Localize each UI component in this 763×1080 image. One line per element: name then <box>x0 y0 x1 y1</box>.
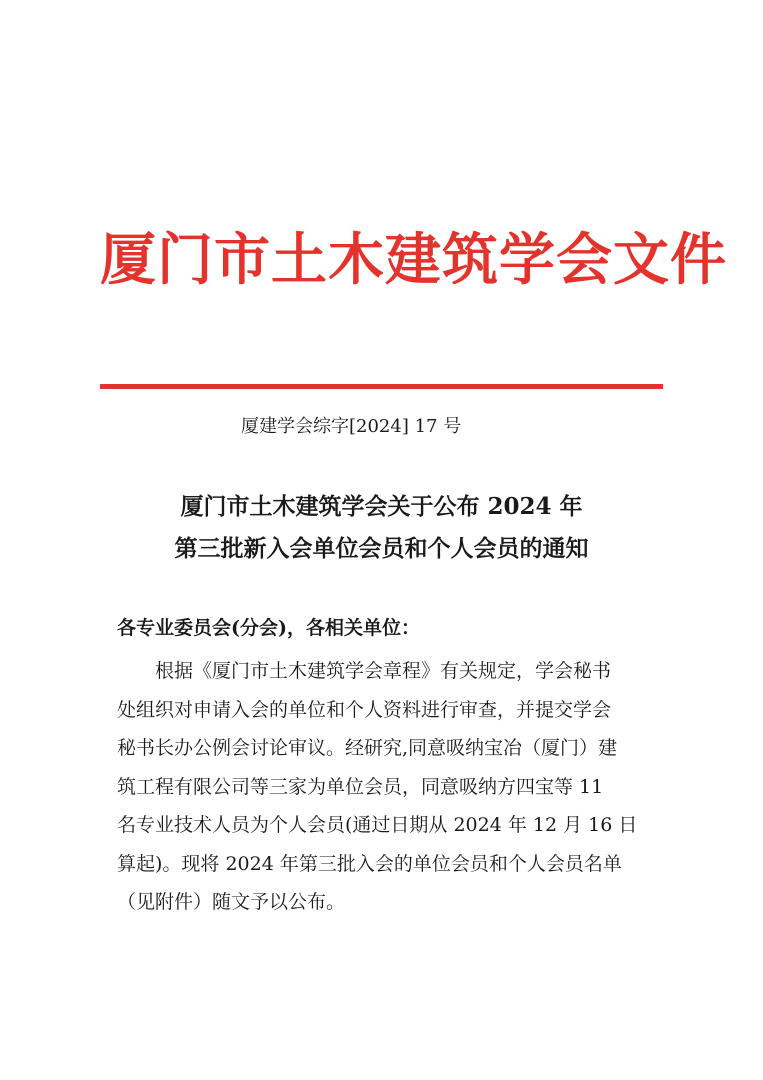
body-paragraph <box>117 652 657 922</box>
document-title-line: 第三批新入会单位会员和个人会员的通知 <box>174 535 589 562</box>
org-header-title: 厦门市土木建筑学会文件 <box>100 227 727 293</box>
body-line: 名专业技术人员为个人会员(通过日期从 2024 年 12 月 16 日 <box>117 814 638 836</box>
body-line: 处组织对申请入会的单位和个人资料进行审查，并提交学会 <box>117 698 612 721</box>
document-number: 厦建学会综字[2024] 17 号 <box>241 416 462 437</box>
document-title-line: 厦门市土木建筑学会关于公布 2024 年 <box>180 493 583 520</box>
body-line: 秘书长办公例会讨论审议。经研究,同意吸纳宝冶（厦门）建 <box>117 737 618 759</box>
body-line: （见附件）随文予以公布。 <box>117 891 346 913</box>
document-title <box>90 486 673 570</box>
red-divider-rule <box>100 384 663 389</box>
body-line: 算起)。现将 2024 年第三批入会的单位会员和个人会员名单 <box>117 852 622 875</box>
body-line: 根据《厦门市土木建筑学会章程》有关规定，学会秘书 <box>155 660 612 682</box>
salutation: 各专业委员会(分会)，各相关单位： <box>117 617 420 639</box>
body-line: 筑工程有限公司等三家为单位会员，同意吸纳方四宝等 11 <box>117 775 604 798</box>
